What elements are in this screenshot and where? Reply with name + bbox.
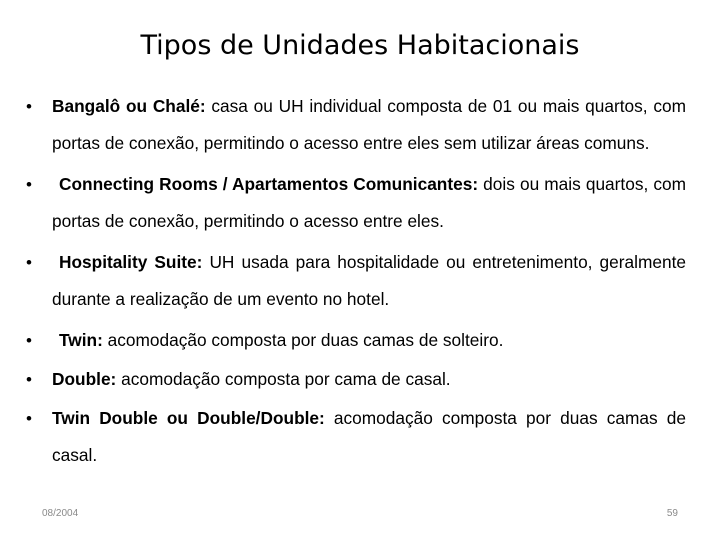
bullet-term: Twin: [59, 330, 103, 350]
bullet-item-double [26, 361, 686, 398]
bullet-text: acomodação composta por duas camas de solteiro. [102, 330, 504, 350]
bullet-icon: • [26, 175, 32, 194]
bullet-item-twin-double [26, 400, 686, 474]
bullet-icon: • [26, 409, 32, 428]
bullet-list [26, 88, 686, 478]
bullet-item-bangalo [26, 88, 686, 162]
bullet-icon: • [26, 97, 32, 116]
bullet-icon: • [26, 331, 32, 350]
page-number: 59 [666, 508, 678, 519]
bullet-term: Twin Double ou Double/Double: [52, 408, 325, 428]
bullet-text: casa ou UH individual composta de 01 ou mais quartos, com portas de conexão, permitindo o acesso entre eles sem utilizar áreas comuns. [52, 96, 686, 153]
footer-date: 08/2004 [42, 508, 79, 519]
bullet-term: Hospitality Suite: [59, 252, 203, 272]
bullet-item-twin [26, 322, 686, 359]
bullet-term: Bangalô ou Chalé: [52, 96, 206, 116]
bullet-term: Double: [52, 369, 117, 389]
bullet-icon: • [26, 253, 32, 272]
bullet-text: acomodação composta por duas camas de casal. [52, 408, 686, 465]
bullet-item-connecting-rooms [26, 166, 686, 240]
bullet-text: UH usada para hospitalidade ou entretenimento, geralmente durante a realização de um evento no hotel. [52, 252, 686, 309]
slide-title: Tipos de Unidades Habitacionais [140, 30, 580, 61]
bullet-term: Connecting Rooms / Apartamentos Comunicantes: [59, 174, 479, 194]
bullet-icon: • [26, 370, 32, 389]
bullet-text: acomodação composta por cama de casal. [116, 369, 451, 389]
bullet-item-hospitality-suite [26, 244, 686, 318]
bullet-text: dois ou mais quartos, com portas de conexão, permitindo o acesso entre eles. [52, 174, 686, 231]
